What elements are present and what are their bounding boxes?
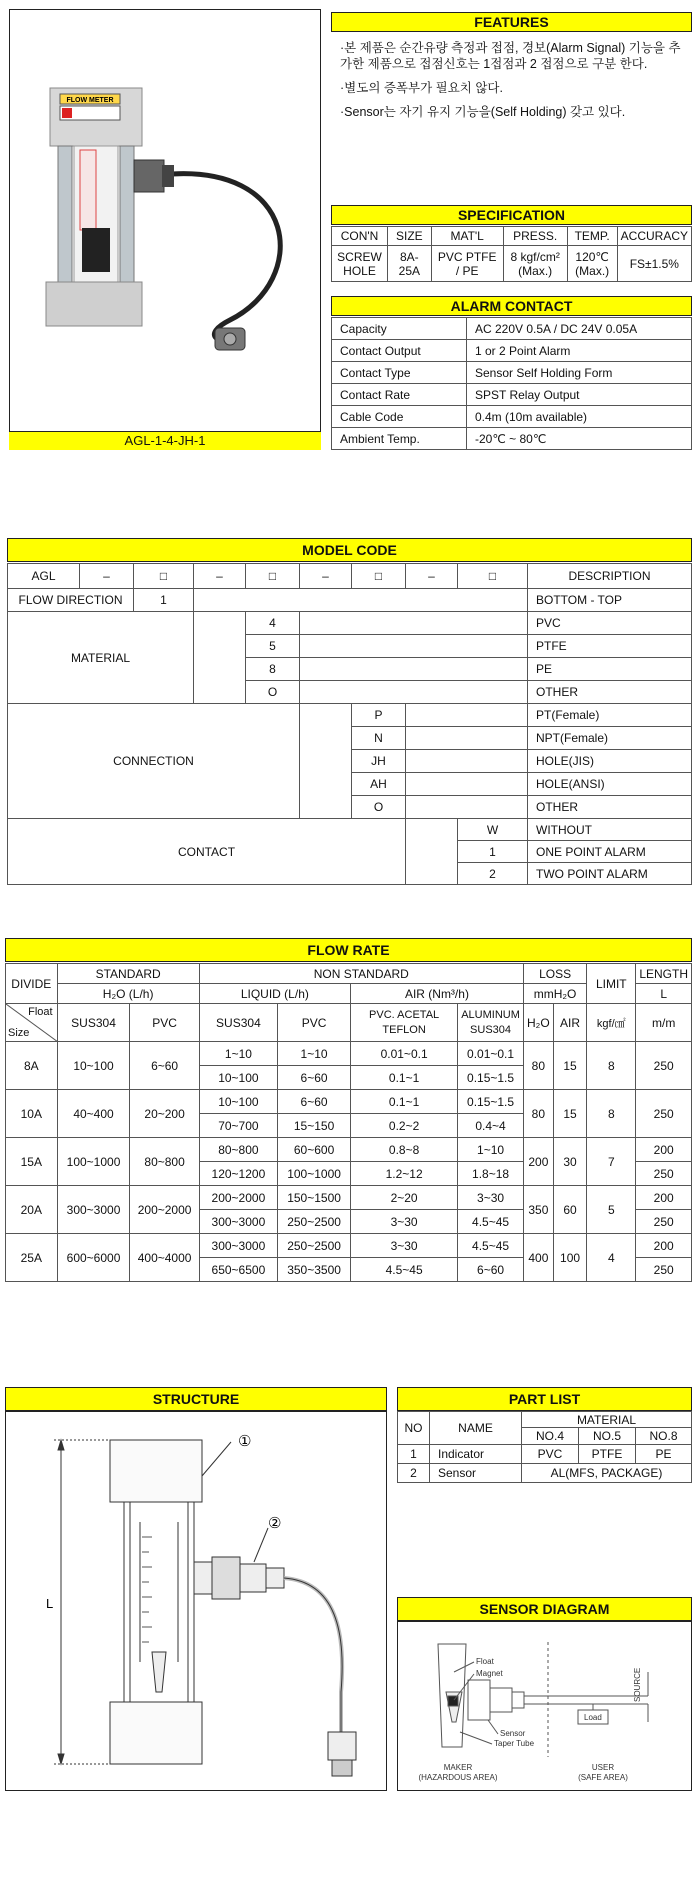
spec-cell: 8A-25A: [388, 246, 432, 282]
flow-cell: 0.8~8: [351, 1138, 458, 1162]
model-code-value: 4: [246, 612, 300, 635]
contact-label: CONTACT: [8, 819, 406, 885]
flow-meter-photo: [10, 10, 320, 420]
model-code-value: 1: [458, 841, 528, 863]
flow-cell: 300~3000: [199, 1234, 277, 1258]
flow-cell: 6~60: [130, 1042, 199, 1090]
user-text: USER: [591, 1763, 615, 1772]
flow-cell: 600~6000: [57, 1234, 130, 1282]
flow-cell: 300~3000: [57, 1186, 130, 1234]
flow-cell: 0.15~1.5: [458, 1090, 524, 1114]
flow-cell: 100~1000: [57, 1138, 130, 1186]
flow-cell: 10~100: [57, 1042, 130, 1090]
flow-size-cell: 8A: [6, 1042, 58, 1090]
flow-header: mmH₂O: [523, 984, 586, 1004]
model-code-value: N: [352, 727, 406, 750]
flow-size-cell: 25A: [6, 1234, 58, 1282]
flow-cell: 1~10: [278, 1042, 351, 1066]
model-code-sep: –: [80, 564, 134, 589]
flow-length-cell: 250: [636, 1210, 692, 1234]
model-code-sep: –: [300, 564, 352, 589]
model-code-desc: NPT(Female): [528, 727, 692, 750]
magnet-text: Magnet: [476, 1669, 503, 1678]
flow-cell: 4.5~45: [458, 1210, 524, 1234]
load-text: Load: [584, 1713, 602, 1722]
flow-cell: 6~60: [278, 1090, 351, 1114]
alarm-label: Capacity: [332, 318, 467, 340]
model-code-slot: □: [458, 564, 528, 589]
alarm-label: Cable Code: [332, 406, 467, 428]
flow-cell: 2~20: [351, 1186, 458, 1210]
flow-cell: 4: [587, 1234, 636, 1282]
flow-header: DIVIDE: [6, 964, 58, 1004]
model-code-sep: –: [406, 564, 458, 589]
flow-cell: 15: [553, 1090, 586, 1138]
maker-area-text: (HAZARDOUS AREA): [418, 1773, 498, 1782]
flow-cell: 350~3500: [278, 1258, 351, 1282]
model-code-slot: □: [352, 564, 406, 589]
features-list: [340, 38, 690, 128]
flow-cell: 80~800: [199, 1138, 277, 1162]
part-header: MATERIAL: [522, 1412, 692, 1428]
empty-cell: [406, 796, 528, 819]
flow-header: PVC: [130, 1004, 199, 1042]
float-size-cell: [6, 1004, 58, 1042]
model-code-desc: TWO POINT ALARM: [528, 863, 692, 885]
connection-label: CONNECTION: [8, 704, 300, 819]
model-code-value: JH: [352, 750, 406, 773]
alarm-value: Sensor Self Holding Form: [467, 362, 692, 384]
flow-cell: 350: [523, 1186, 553, 1234]
model-code-desc: PVC: [528, 612, 692, 635]
flow-cell: 0.1~1: [351, 1090, 458, 1114]
empty-cell: [300, 658, 528, 681]
part-cell: 2: [398, 1464, 430, 1483]
flow-cell: 0.4~4: [458, 1114, 524, 1138]
spec-header: SIZE: [388, 227, 432, 246]
model-code-description-header: DESCRIPTION: [528, 564, 692, 589]
empty-cell: [406, 727, 528, 750]
flow-cell: 15~150: [278, 1114, 351, 1138]
flow-cell: 0.15~1.5: [458, 1066, 524, 1090]
model-code-table: [7, 563, 692, 885]
specification-title: SPECIFICATION: [331, 205, 692, 225]
flow-header: PVC: [278, 1004, 351, 1042]
flow-cell: 60~600: [278, 1138, 351, 1162]
flow-length-cell: 250: [636, 1042, 692, 1090]
float-text: Float: [476, 1657, 494, 1666]
user-area-text: (SAFE AREA): [578, 1773, 628, 1782]
flow-length-cell: 200: [636, 1138, 692, 1162]
flow-header: NON STANDARD: [199, 964, 523, 984]
sensor-text: Sensor: [500, 1729, 526, 1738]
empty-cell: [406, 819, 458, 885]
spec-cell: FS±1.5%: [617, 246, 691, 282]
source-text: SOURCE: [633, 1667, 642, 1702]
sensor-diagram-title: SENSOR DIAGRAM: [397, 1597, 692, 1621]
flow-cell: 3~30: [351, 1210, 458, 1234]
product-photo-panel: [9, 9, 321, 449]
model-code-value: 5: [246, 635, 300, 658]
flow-cell: 80~800: [130, 1138, 199, 1186]
empty-cell: [406, 773, 528, 796]
model-code-desc: OTHER: [528, 796, 692, 819]
flow-cell: 3~30: [458, 1186, 524, 1210]
alarm-label: Contact Rate: [332, 384, 467, 406]
empty-cell: [300, 612, 528, 635]
model-code-value: AH: [352, 773, 406, 796]
model-code-desc: PE: [528, 658, 692, 681]
model-code-value: W: [458, 819, 528, 841]
flow-cell: 70~700: [199, 1114, 277, 1138]
maker-text: MAKER: [443, 1763, 473, 1772]
alarm-value: 1 or 2 Point Alarm: [467, 340, 692, 362]
part-header: NO.5: [579, 1428, 636, 1445]
flow-header: LOSS: [523, 964, 586, 984]
model-code-value: 8: [246, 658, 300, 681]
spec-cell: 8 kgf/cm² (Max.): [503, 246, 567, 282]
part-cell: 1: [398, 1445, 430, 1464]
alarm-label: Contact Output: [332, 340, 467, 362]
flow-cell: 3~30: [351, 1234, 458, 1258]
size-label: Size: [8, 1027, 30, 1039]
structure-panel: [5, 1411, 387, 1791]
flow-length-cell: 200: [636, 1186, 692, 1210]
flow-header: LENGTH: [636, 964, 692, 984]
flow-length-cell: 200: [636, 1234, 692, 1258]
flow-cell: 250~2500: [278, 1234, 351, 1258]
svg-text:FLOW METER: FLOW METER: [66, 97, 114, 104]
model-code-desc: ONE POINT ALARM: [528, 841, 692, 863]
model-code-desc: WITHOUT: [528, 819, 692, 841]
flow-size-cell: 20A: [6, 1186, 58, 1234]
flow-cell: 200: [523, 1138, 553, 1186]
flow-cell: 1~10: [458, 1138, 524, 1162]
material-label: MATERIAL: [8, 612, 194, 704]
flow-cell: 200~2000: [199, 1186, 277, 1210]
flow-header: m/m: [636, 1004, 692, 1042]
flow-cell: 100~1000: [278, 1162, 351, 1186]
flow-length-cell: 250: [636, 1258, 692, 1282]
flow-header: H₂O (L/h): [57, 984, 199, 1004]
model-code-slot: □: [246, 564, 300, 589]
feature-item: ·본 제품은 순간유량 측정과 접점, 경보(Alarm Signal) 기능을 추가한 제품으로 접점신호는 1접점과 2 접점으로 구분 한다.: [340, 41, 681, 71]
part-cell: AL(MFS, PACKAGE): [522, 1464, 692, 1483]
flow-cell: 15: [553, 1042, 586, 1090]
alarm-value: 0.4m (10m available): [467, 406, 692, 428]
flow-cell: 6~60: [458, 1258, 524, 1282]
spec-header: MAT'L: [431, 227, 503, 246]
empty-cell: [194, 589, 528, 612]
model-code-value: 1: [134, 589, 194, 612]
dimension-label: L: [46, 1596, 54, 1611]
flow-header: LIQUID (L/h): [199, 984, 350, 1004]
empty-cell: [406, 750, 528, 773]
alarm-value: -20℃ ~ 80℃: [467, 428, 692, 450]
flow-cell: 120~1200: [199, 1162, 277, 1186]
feature-item: ·Sensor는 자기 유지 기능을(Self Holding) 갖고 있다.: [340, 105, 626, 119]
empty-cell: [300, 704, 352, 819]
flow-header: SUS304: [57, 1004, 130, 1042]
spec-header: CON'N: [332, 227, 388, 246]
flow-cell: 60: [553, 1186, 586, 1234]
flow-cell: 100: [553, 1234, 586, 1282]
empty-cell: [194, 612, 246, 704]
flow-cell: 0.01~0.1: [458, 1042, 524, 1066]
flow-cell: 150~1500: [278, 1186, 351, 1210]
flow-header: SUS304: [199, 1004, 277, 1042]
feature-item: ·별도의 증폭부가 필요치 않다.: [340, 81, 503, 95]
spec-cell: 120℃ (Max.): [567, 246, 617, 282]
flow-header: kgf/㎠: [587, 1004, 636, 1042]
flow-cell: 7: [587, 1138, 636, 1186]
flow-header: PVC. ACETAL TEFLON: [351, 1004, 458, 1042]
model-code-desc: HOLE(JIS): [528, 750, 692, 773]
model-code-desc: PTFE: [528, 635, 692, 658]
flow-cell: 10~100: [199, 1066, 277, 1090]
flow-cell: 650~6500: [199, 1258, 277, 1282]
alarm-contact-title: ALARM CONTACT: [331, 296, 692, 316]
part-cell: PVC: [522, 1445, 579, 1464]
flow-cell: 40~400: [57, 1090, 130, 1138]
flow-header: LIMIT: [587, 964, 636, 1004]
structure-drawing: [6, 1412, 386, 1790]
flow-cell: 8: [587, 1042, 636, 1090]
part-list-title: PART LIST: [397, 1387, 692, 1411]
sensor-diagram-drawing: [398, 1622, 691, 1790]
spec-cell: PVC PTFE / PE: [431, 246, 503, 282]
alarm-value: SPST Relay Output: [467, 384, 692, 406]
model-code-value: P: [352, 704, 406, 727]
flow-cell: 20~200: [130, 1090, 199, 1138]
flow-header: AIR: [553, 1004, 586, 1042]
flow-cell: 4.5~45: [351, 1258, 458, 1282]
empty-cell: [300, 635, 528, 658]
product-caption: AGL-1-4-JH-1: [9, 431, 321, 450]
flow-cell: 250~2500: [278, 1210, 351, 1234]
sensor-diagram-panel: [397, 1621, 692, 1791]
part-header: NO: [398, 1412, 430, 1445]
flow-size-cell: 15A: [6, 1138, 58, 1186]
specification-table: [331, 226, 692, 282]
model-code-desc: OTHER: [528, 681, 692, 704]
taper-tube-text: Taper Tube: [494, 1739, 535, 1748]
flow-length-cell: 250: [636, 1162, 692, 1186]
empty-cell: [406, 704, 528, 727]
features-title: FEATURES: [331, 12, 692, 32]
flow-rate-table: [5, 963, 692, 1282]
model-code-value: O: [352, 796, 406, 819]
flow-cell: 80: [523, 1042, 553, 1090]
model-code-slot: □: [134, 564, 194, 589]
flow-cell: 0.01~0.1: [351, 1042, 458, 1066]
flow-length-cell: 250: [636, 1090, 692, 1138]
flow-cell: 0.1~1: [351, 1066, 458, 1090]
flow-cell: 5: [587, 1186, 636, 1234]
part-cell: PTFE: [579, 1445, 636, 1464]
alarm-label: Ambient Temp.: [332, 428, 467, 450]
flow-cell: 10~100: [199, 1090, 277, 1114]
alarm-label: Contact Type: [332, 362, 467, 384]
flow-header: L: [636, 984, 692, 1004]
part-cell: PE: [636, 1445, 692, 1464]
flow-header: H₂O: [523, 1004, 553, 1042]
model-code-value: O: [246, 681, 300, 704]
spec-header: ACCURACY: [617, 227, 691, 246]
flow-header: AIR (Nm³/h): [351, 984, 524, 1004]
callout-1: ①: [238, 1432, 252, 1450]
flow-rate-title: FLOW RATE: [5, 938, 692, 962]
model-code-prefix: AGL: [8, 564, 80, 589]
alarm-contact-table: [331, 317, 692, 450]
spec-header: PRESS.: [503, 227, 567, 246]
flow-cell: 4.5~45: [458, 1234, 524, 1258]
model-code-value: 2: [458, 863, 528, 885]
flow-cell: 1.2~12: [351, 1162, 458, 1186]
flow-header: STANDARD: [57, 964, 199, 984]
part-list-table: [397, 1411, 692, 1483]
float-label: Float: [28, 1006, 53, 1018]
part-header: NAME: [430, 1412, 522, 1445]
structure-title: STRUCTURE: [5, 1387, 387, 1411]
flow-cell: 1.8~18: [458, 1162, 524, 1186]
flow-cell: 1~10: [199, 1042, 277, 1066]
flow-cell: 80: [523, 1090, 553, 1138]
flow-header: ALUMINUM SUS304: [458, 1004, 524, 1042]
flow-cell: 6~60: [278, 1066, 351, 1090]
alarm-value: AC 220V 0.5A / DC 24V 0.05A: [467, 318, 692, 340]
model-code-sep: –: [194, 564, 246, 589]
flow-cell: 200~2000: [130, 1186, 199, 1234]
empty-cell: [300, 681, 528, 704]
model-code-desc: PT(Female): [528, 704, 692, 727]
flow-cell: 300~3000: [199, 1210, 277, 1234]
spec-cell: SCREW HOLE: [332, 246, 388, 282]
model-code-desc: BOTTOM - TOP: [528, 589, 692, 612]
part-header: NO.4: [522, 1428, 579, 1445]
callout-2: ②: [268, 1514, 282, 1532]
flow-cell: 0.2~2: [351, 1114, 458, 1138]
model-code-desc: HOLE(ANSI): [528, 773, 692, 796]
flow-cell: 30: [553, 1138, 586, 1186]
part-cell: Indicator: [430, 1445, 522, 1464]
flow-cell: 400~4000: [130, 1234, 199, 1282]
flow-cell: 8: [587, 1090, 636, 1138]
flow-size-cell: 10A: [6, 1090, 58, 1138]
spec-header: TEMP.: [567, 227, 617, 246]
model-code-title: MODEL CODE: [7, 538, 692, 562]
part-header: NO.8: [636, 1428, 692, 1445]
part-cell: Sensor: [430, 1464, 522, 1483]
flow-direction-label: FLOW DIRECTION: [8, 589, 134, 612]
flow-cell: 400: [523, 1234, 553, 1282]
